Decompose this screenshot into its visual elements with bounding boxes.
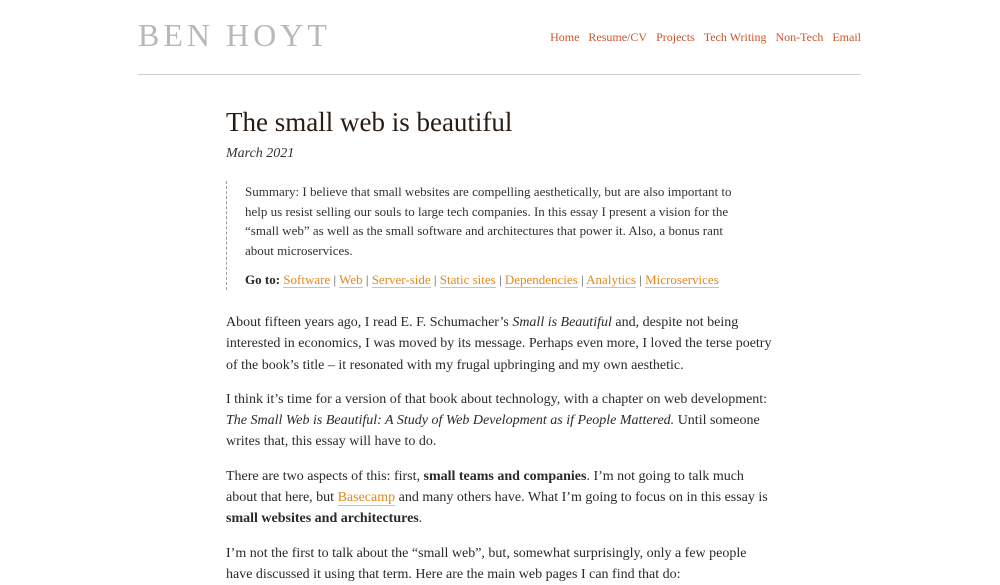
paragraph-2 [226,389,774,453]
article-date: March 2021 [226,146,295,161]
paragraph-text: . [418,511,423,527]
goto-dependencies-link[interactable]: Dependencies [504,272,578,287]
paragraph-text: I think it’s time for a version of that book about technology, with a chapter on web development: [226,391,768,407]
nav-home[interactable]: Home [550,30,580,44]
goto-separator: | [365,272,369,287]
site-title[interactable]: BEN HOYT [138,17,331,53]
goto-microservices-link[interactable]: Microservices [645,272,719,287]
nav-projects[interactable]: Projects [656,30,695,44]
goto-static-sites-link[interactable]: Static sites [439,272,496,287]
essay-title: The Small Web is Beautiful: A Study of Web Development as if People Mattered. [226,413,675,429]
goto-separator: | [498,272,502,287]
paragraph-text: . I’m not going to talk much about that here, but [226,468,744,506]
goto-separator: | [433,272,437,287]
article [226,104,774,585]
goto-separator: | [333,272,337,287]
article-title: The small web is beautiful [226,107,513,137]
paragraph-3 [226,466,774,530]
goto-label: Go to: [245,272,281,287]
paragraph-text: and many others have. What I’m going to focus on in this essay is [395,490,768,506]
nav-email[interactable]: Email [832,30,861,44]
paragraph-text: About fifteen years ago, I read E. F. Schumacher’s [226,315,513,330]
summary-text: Summary: I believe that small websites are compelling aesthetically, but are also important to help us resist selling our souls to large tech companies. In this essay I present a vision for the “small web” as well as the small software and architectures that power it. Also, a bonus rant about microservices. [245,184,732,258]
goto-web-link[interactable]: Web [339,272,363,287]
goto-server-side-link[interactable]: Server-side [371,272,431,287]
goto-separator: | [639,272,642,287]
nav-non-tech[interactable]: Non-Tech [775,30,824,44]
nav-tech-writing[interactable]: Tech Writing [703,30,767,44]
bold-text: small teams and companies [423,468,587,484]
main-nav [541,30,861,45]
goto-analytics-link[interactable]: Analytics [586,272,636,287]
site-header [138,0,861,75]
paragraph-1 [226,312,774,376]
goto-separator: | [581,272,584,287]
book-title: Small is Beautiful [512,315,612,330]
basecamp-link[interactable]: Basecamp [337,490,396,506]
paragraph-text: Until someone writes that, this essay will have to do. [226,413,760,450]
goto-software-link[interactable]: Software [283,272,331,287]
summary-box [226,181,753,290]
paragraph-4: I’m not the first to talk about the “small web”, but, somewhat surprisingly, only a few people have discussed it using that term. Here are the main web pages I can find that do: [226,545,747,582]
paragraph-text: There are two aspects of this: first, [226,468,424,484]
nav-resume[interactable]: Resume/CV [588,30,648,44]
goto-links [245,271,753,288]
paragraph-text: and, despite not being interested in economics, I was moved by its message. Perhaps even more, I loved the terse poetry of the book’s title – it resonated with my frugal upbringing and my own aesthetic. [226,315,772,373]
bold-text: small websites and architectures [226,511,419,527]
